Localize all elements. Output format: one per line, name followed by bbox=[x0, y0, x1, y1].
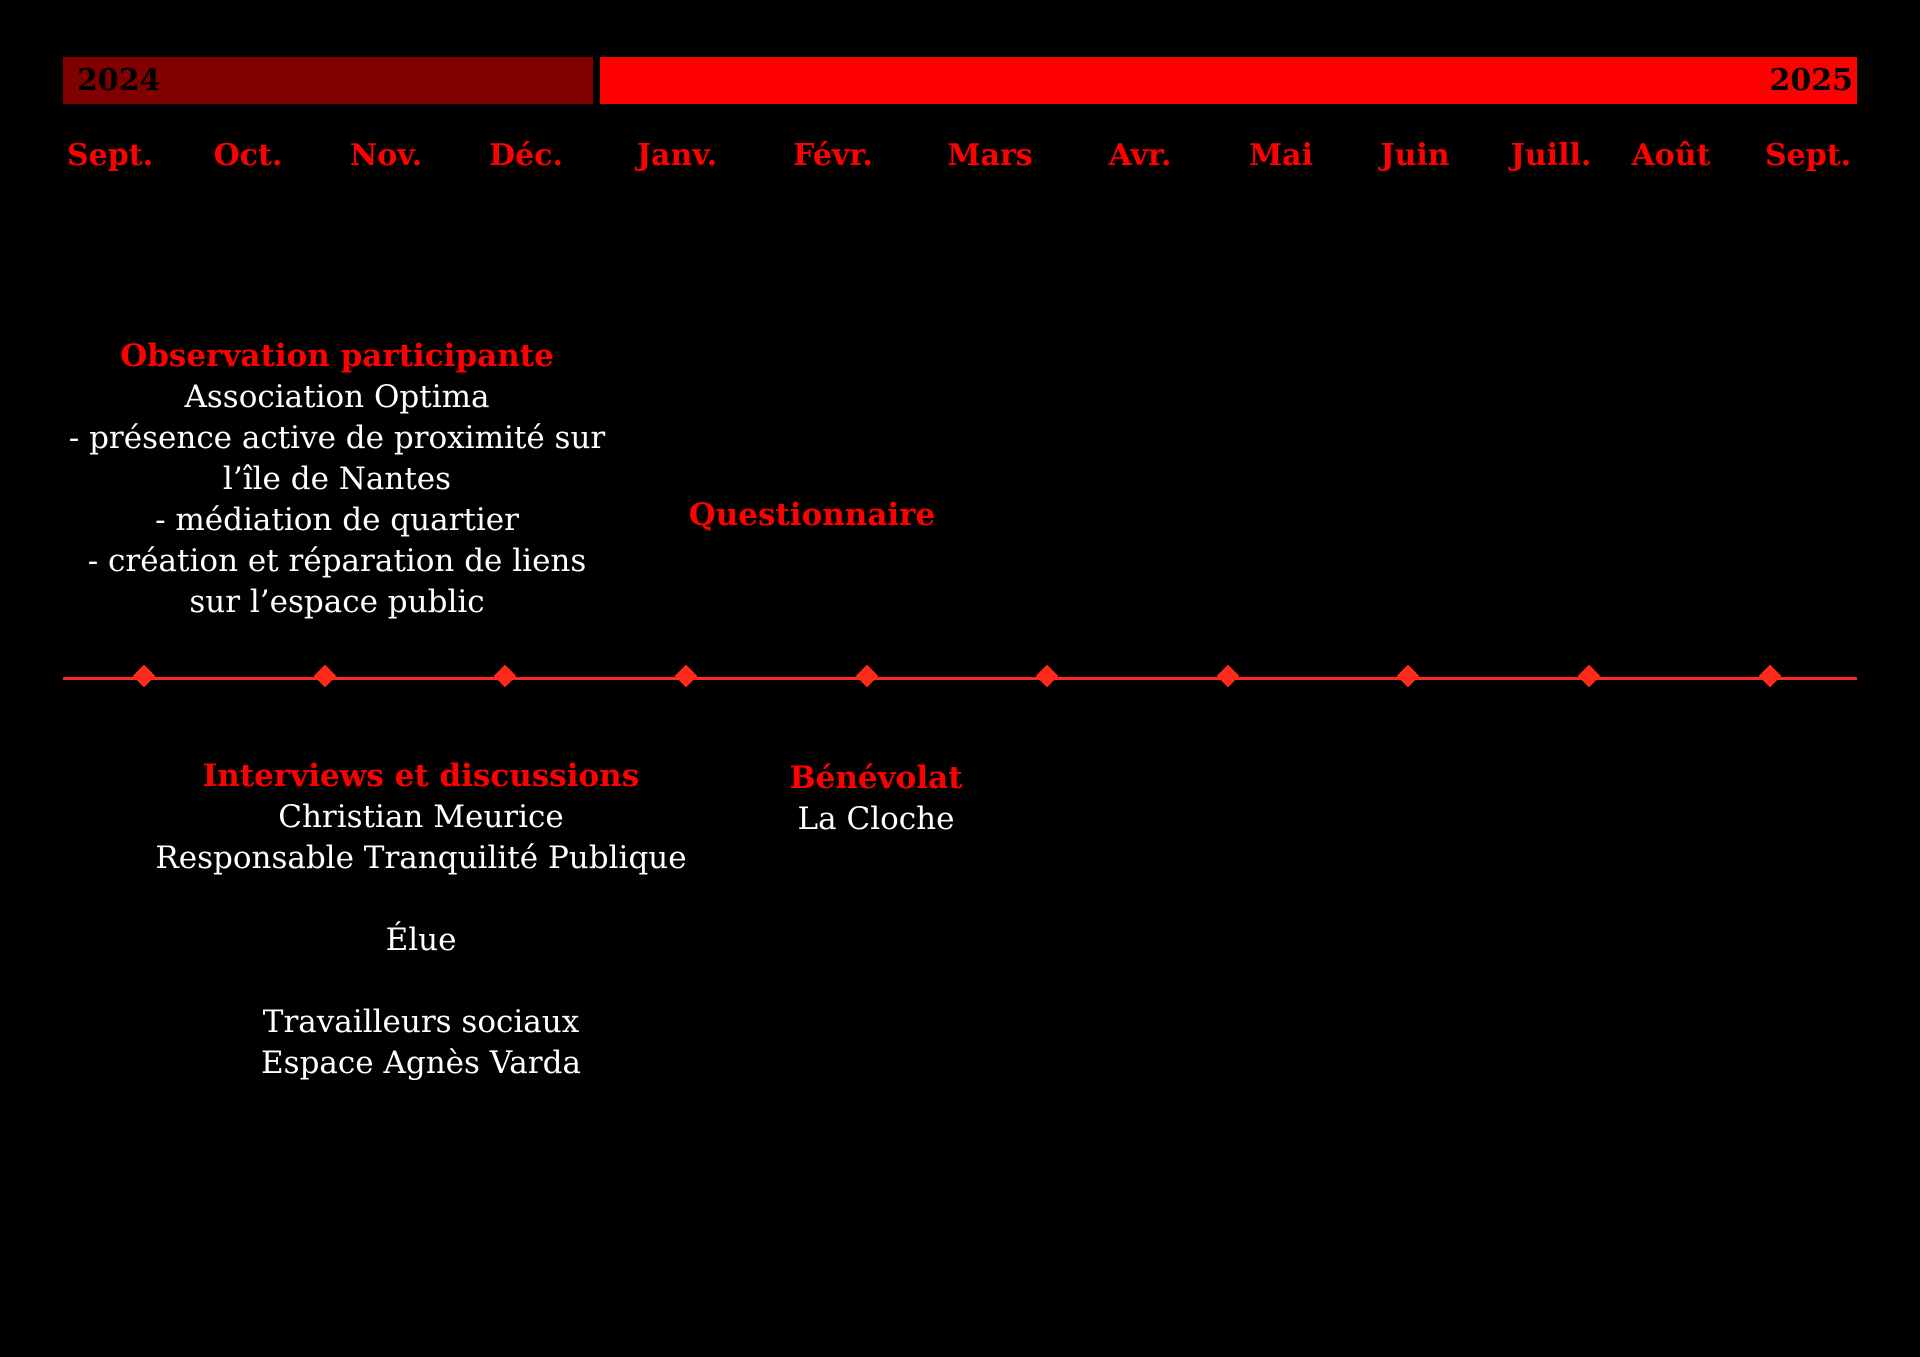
observation-line: Association Optima bbox=[184, 379, 490, 415]
timeline-marker bbox=[494, 665, 517, 688]
year-bar-2024 bbox=[63, 57, 593, 104]
month-label: Févr. bbox=[793, 138, 873, 173]
observation-line: - médiation de quartier bbox=[155, 502, 519, 538]
month-label: Oct. bbox=[213, 138, 283, 173]
observation-line: - présence active de proximité sur bbox=[68, 420, 606, 456]
timeline-marker bbox=[1759, 665, 1782, 688]
month-label: Déc. bbox=[489, 138, 563, 173]
observation-block bbox=[69, 336, 605, 623]
month-label: Avr. bbox=[1108, 138, 1172, 173]
interviews-line: Travailleurs sociaux bbox=[262, 1004, 580, 1040]
interviews-line: Responsable Tranquilité Publique bbox=[155, 840, 687, 876]
month-label: Août bbox=[1631, 138, 1711, 173]
observation-line: - création et réparation de liens bbox=[87, 543, 587, 579]
interviews-line: Élue bbox=[385, 922, 457, 958]
interviews-line: Christian Meurice bbox=[278, 799, 564, 835]
month-label: Nov. bbox=[349, 138, 423, 173]
month-label: Janv. bbox=[636, 138, 718, 173]
benevolat-line: La Cloche bbox=[797, 801, 955, 837]
timeline-marker bbox=[856, 665, 879, 688]
month-label: Juill. bbox=[1510, 138, 1592, 173]
interviews-title: Interviews et discussions bbox=[202, 758, 640, 794]
year-label-end: 2025 bbox=[1769, 63, 1853, 98]
timeline-marker bbox=[1217, 665, 1240, 688]
questionnaire-block bbox=[689, 495, 936, 536]
interviews-line bbox=[155, 961, 686, 1002]
month-label: Juin bbox=[1380, 138, 1450, 173]
month-label: Sept. bbox=[1764, 138, 1852, 173]
timeline-marker bbox=[133, 665, 156, 688]
interviews-line bbox=[155, 879, 686, 920]
timeline-marker bbox=[1036, 665, 1059, 688]
timeline-marker bbox=[1397, 665, 1420, 688]
year-bar-2025 bbox=[600, 57, 1857, 104]
interviews-block bbox=[155, 756, 686, 1084]
questionnaire-title: Questionnaire bbox=[688, 497, 936, 533]
month-label: Mars bbox=[947, 138, 1033, 173]
month-label: Sept. bbox=[66, 138, 154, 173]
year-label-start: 2024 bbox=[77, 63, 161, 98]
timeline-marker bbox=[314, 665, 337, 688]
benevolat-block bbox=[789, 758, 962, 840]
observation-line: sur l’espace public bbox=[189, 584, 485, 620]
interviews-line: Espace Agnès Varda bbox=[261, 1045, 581, 1081]
month-label: Mai bbox=[1248, 138, 1314, 173]
timeline-marker bbox=[675, 665, 698, 688]
timeline-marker bbox=[1578, 665, 1601, 688]
benevolat-title: Bénévolat bbox=[789, 760, 963, 796]
observation-line: l’île de Nantes bbox=[222, 461, 452, 497]
observation-title: Observation participante bbox=[120, 338, 554, 374]
